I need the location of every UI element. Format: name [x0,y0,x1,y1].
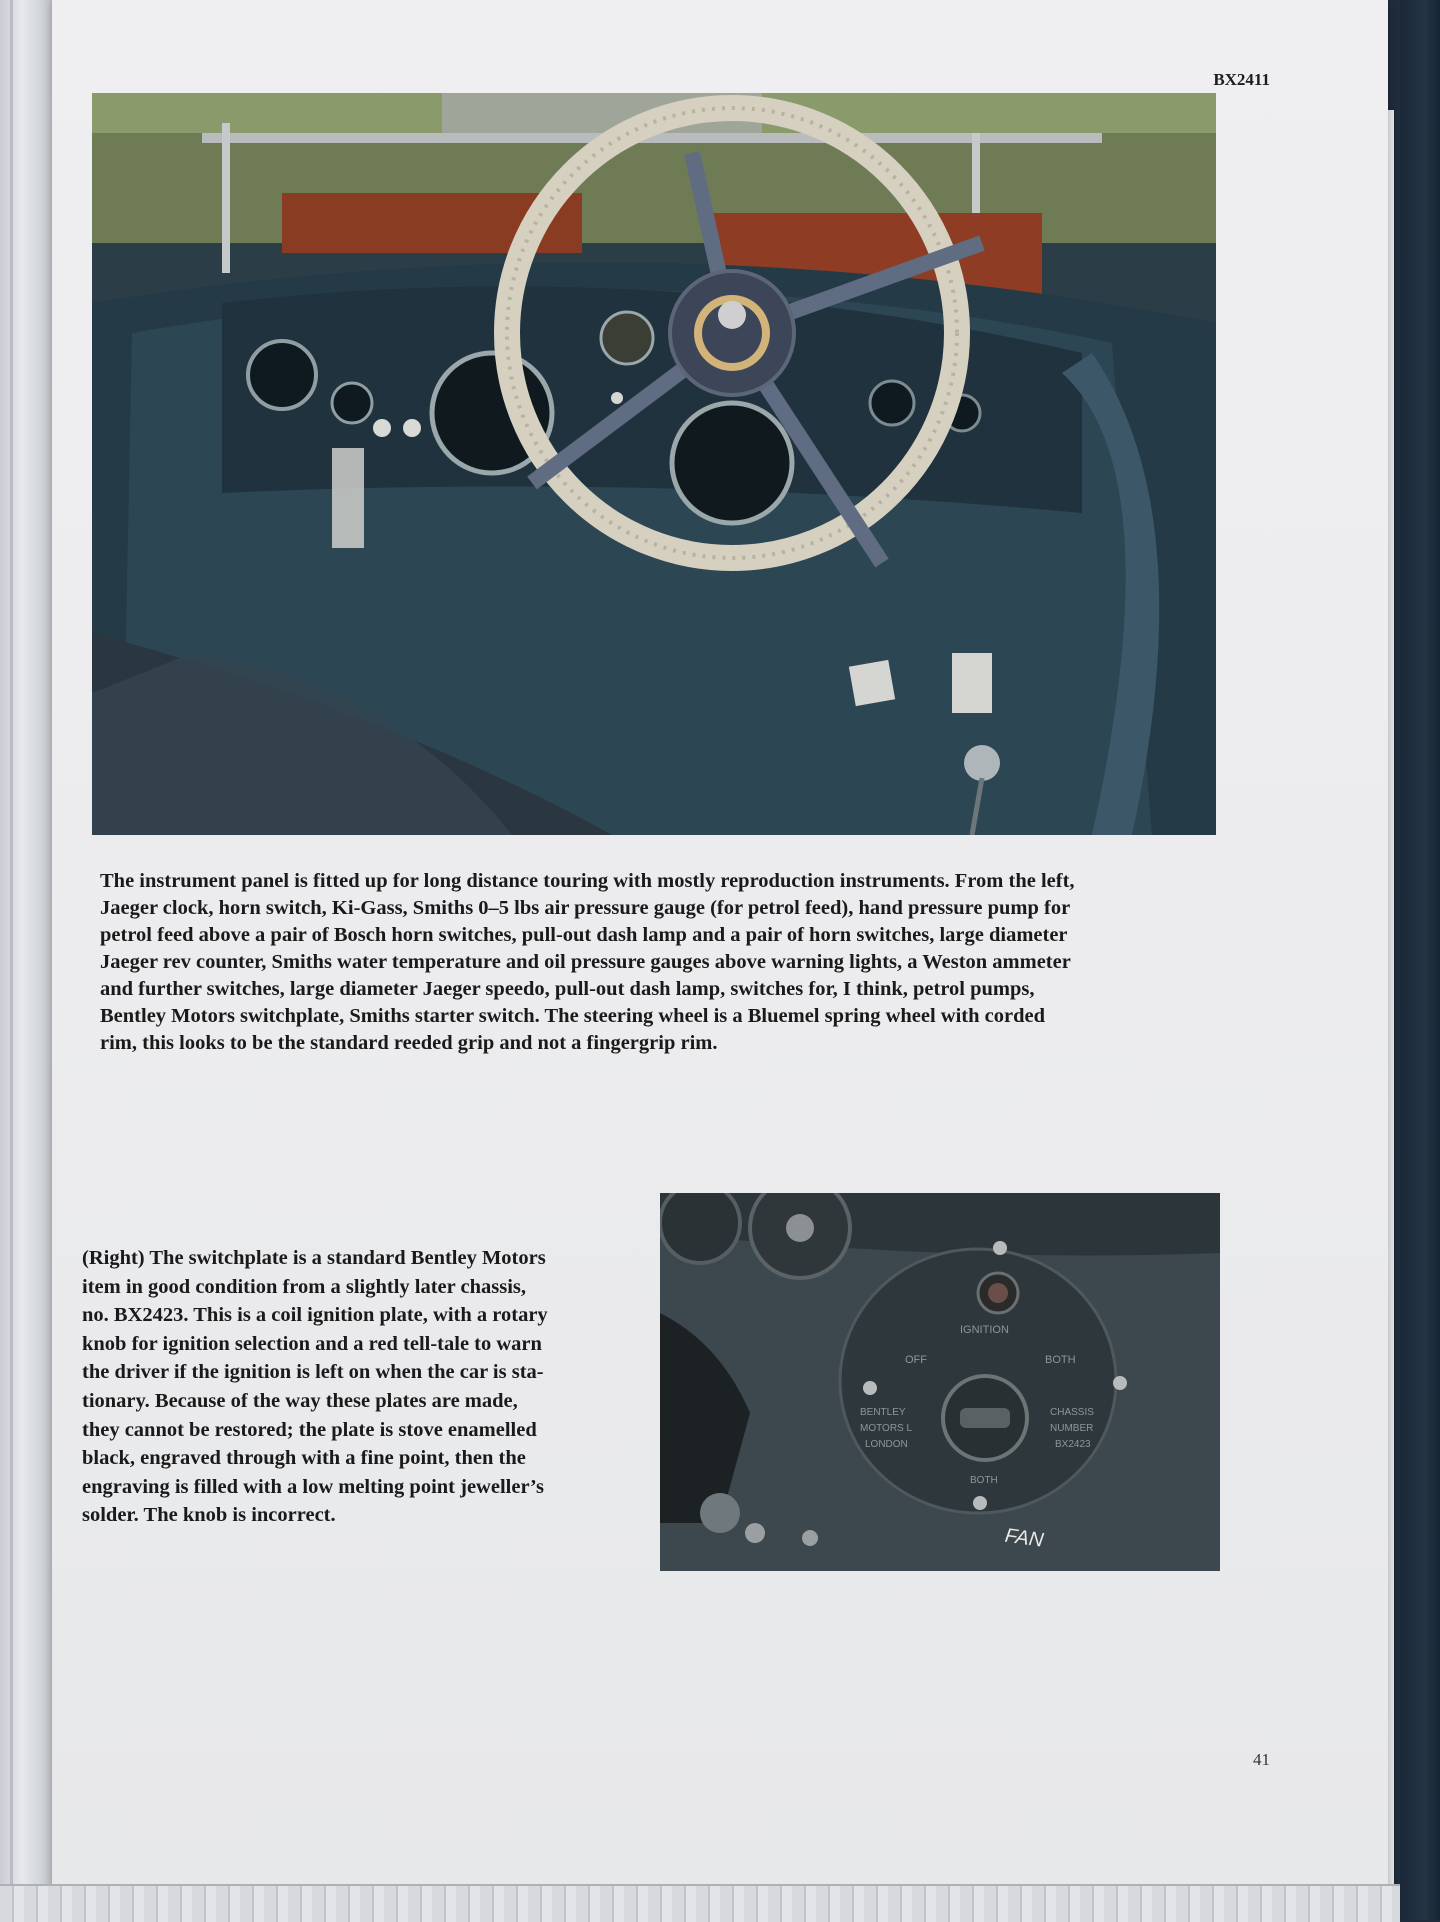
caption-side-line: engraving is filled with a low melting point jeweller’s [82,1475,544,1498]
caption-side-line: no. BX2423. This is a coil ignition plate, with a rotary [82,1304,548,1327]
caption-side-line: knob for ignition selection and a red tell-tale to warn [82,1332,542,1355]
plate-motors-label: MOTORS L [860,1423,913,1434]
sleeve-bottom-edge [0,1884,1400,1922]
caption-main-line: Jaeger rev counter, Smiths water temperature and oil pressure gauges above warning lights, a Weston ammeter [100,951,1071,973]
switchplate-photo [660,1193,1220,1571]
caption-main-line: Bentley Motors switchplate, Smiths starter switch. The steering wheel is a Bluemel spring wheel with corded [100,1005,1046,1027]
caption-side-line: solder. The knob is incorrect. [82,1504,336,1527]
binder-left-edge [0,0,56,1920]
plate-both-bottom-label: BOTH [970,1475,998,1486]
caption-side-line: they cannot be restored; the plate is stove enamelled [82,1418,537,1441]
plate-chassis-number: BX2423 [1055,1439,1091,1450]
fan-handwritten-label: FAN [1003,1524,1045,1552]
caption-main-line: The instrument panel is fitted up for long distance touring with mostly reproduction instruments. From the left, [100,870,1075,892]
chassis-reference: BX2411 [1213,70,1270,89]
plate-off-label: OFF [905,1354,927,1366]
plate-bentley-label: BENTLEY [860,1407,906,1418]
caption-main-line: Jaeger clock, horn switch, Ki-Gass, Smiths 0–5 lbs air pressure gauge (for petrol feed), hand pressure pump for [100,897,1071,919]
caption-side-line: (Right) The switchplate is a standard Bentley Motors [82,1247,546,1269]
caption-side-line: tionary. Because of the way these plates are made, [82,1389,518,1412]
switchplate-caption [82,1244,622,1530]
dashboard-photo [92,93,1216,835]
page-number: 41 [1253,1750,1270,1769]
plate-both-label: BOTH [1045,1354,1076,1366]
caption-main-line: and further switches, large diameter Jaeger speedo, pull-out dash lamp, switches for, I think, petrol pumps, [100,978,1035,1000]
caption-side-line: the driver if the ignition is left on when the car is sta- [82,1361,544,1384]
plate-number-label: NUMBER [1050,1423,1094,1434]
binder-right-edge [1400,0,1440,1920]
caption-side-line: item in good condition from a slightly later chassis, [82,1275,526,1298]
main-photo-caption [100,868,1200,1057]
caption-main-line: rim, this looks to be the standard reeded grip and not a fingergrip rim. [100,1032,718,1054]
caption-side-line: black, engraved through with a fine point, then the [82,1447,526,1470]
plate-ignition-label: IGNITION [960,1324,1009,1336]
plate-london-label: LONDON [865,1439,908,1450]
sleeve-edge [10,0,13,1920]
plate-chassis-label: CHASSIS [1050,1407,1094,1418]
caption-main-line: petrol feed above a pair of Bosch horn switches, pull-out dash lamp and a pair of horn switches, large diameter [100,924,1068,946]
